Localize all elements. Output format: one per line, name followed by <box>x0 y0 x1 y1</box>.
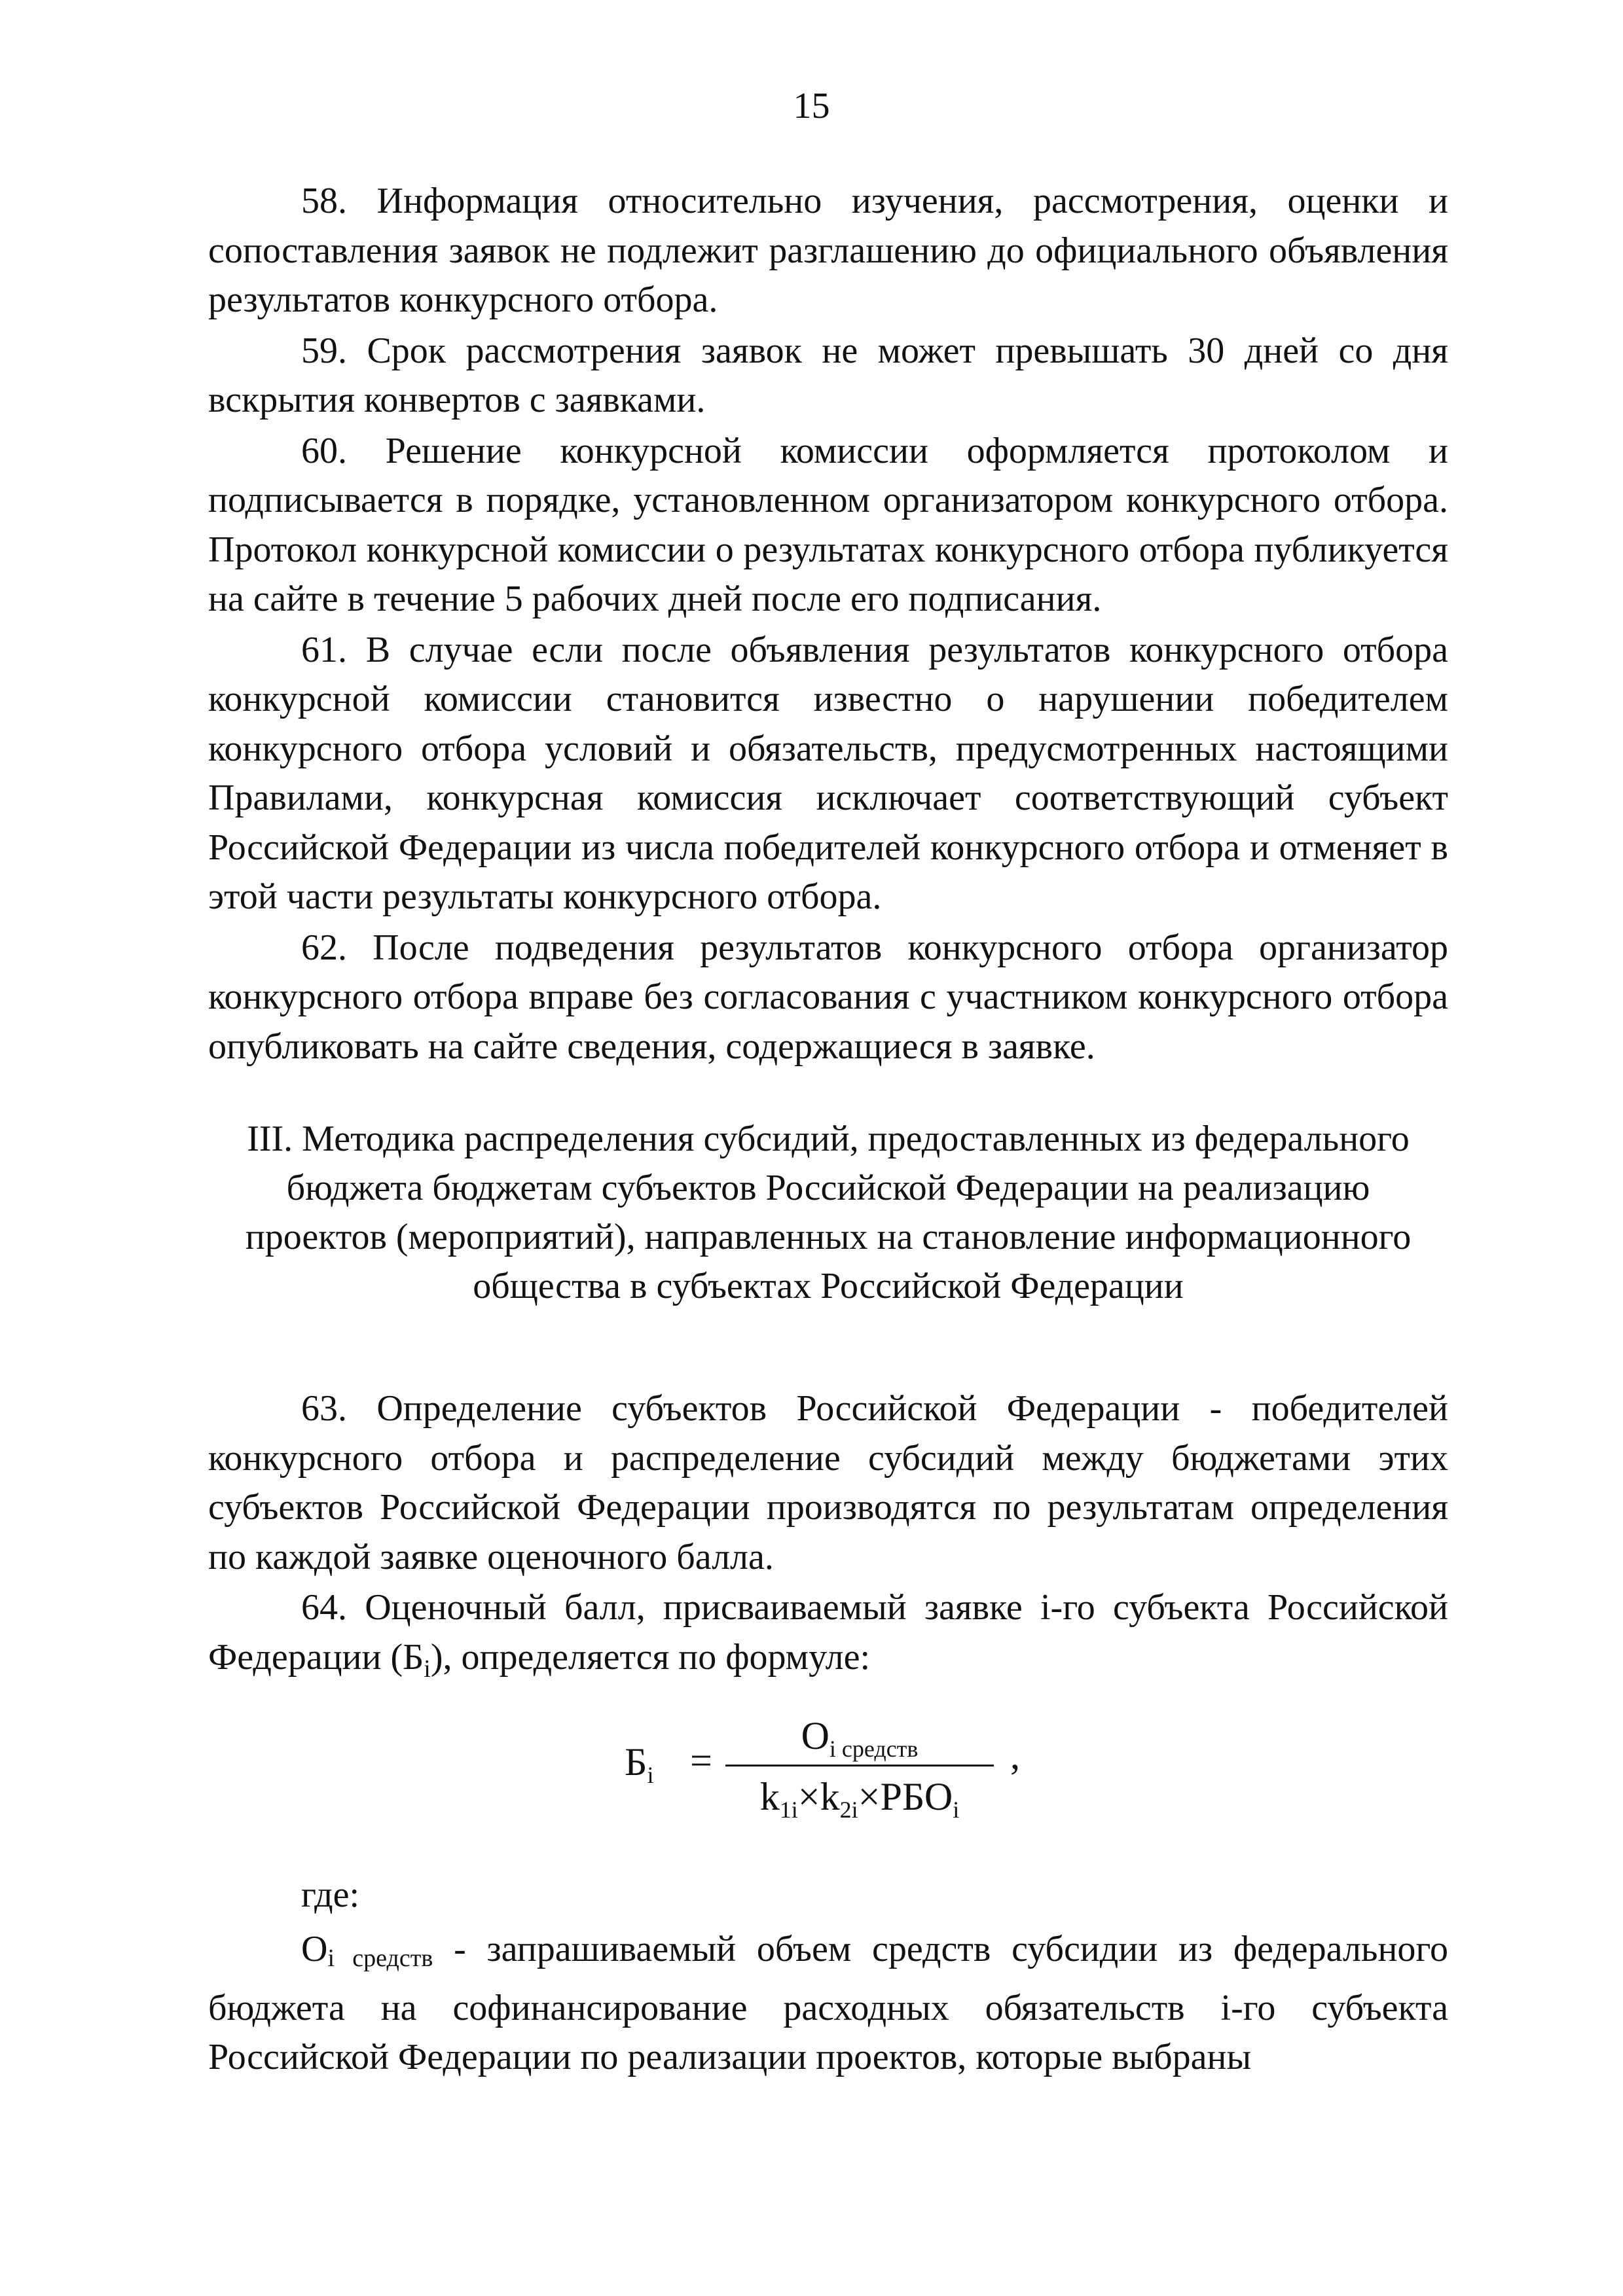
formula-trailing-comma: , <box>1010 1734 1020 1778</box>
paragraph-58: 58. Информация относительно изучения, рассмотрения, оценки и сопоставления заявок не подлежит разглашению до официального объявления результатов конкурсного отбора. <box>208 181 1448 320</box>
definition-term-subscript: i средств <box>327 1945 433 1973</box>
formula-k1: k <box>759 1775 780 1819</box>
formula-times-1: × <box>797 1775 820 1819</box>
paragraph-59: 59. Срок рассмотрения заявок не может превышать 30 дней со дня вскрытия конвертов с заявками. <box>208 330 1448 420</box>
paragraph-64-subscript: i <box>424 1655 431 1683</box>
formula-numerator-symbol: O <box>801 1714 830 1758</box>
formula-times-2: × <box>858 1775 881 1819</box>
paragraph-60: 60. Решение конкурсной комиссии оформляется протоколом и подписывается в порядке, установленном организатором конкурсного отбора. Протокол конкурсной комиссии о результатах конкурсного отбора публикуется на сайте в течение 5 рабочих дней после его подписания. <box>208 430 1448 619</box>
section-heading: III. Методика распределения субсидий, предоставленных из федерального бюджета бюджетам субъектов Российской Федерации на реализацию проектов (мероприятий), направленных на становление информационного общества в субъектах Российской Федерации <box>245 1119 1412 1306</box>
formula-numerator <box>725 1711 994 1765</box>
formula-lhs <box>625 1736 653 1801</box>
score-formula <box>208 1711 1448 1848</box>
paragraph-61: 61. В случае если после объявления результатов конкурсного отбора конкурсной комиссии становится известно о нарушении победителем конкурсного отбора условий и обязательств, предусмотренных настоящими Правилами, конкурсная комиссия исключает соответствующий субъект Российской Федерации из числа победителей конкурсного отбора и отменяет в этой части результаты конкурсного отбора. <box>208 629 1448 917</box>
formula-k2: k <box>820 1775 840 1819</box>
definition-o-sredstv <box>208 1925 1448 2083</box>
paragraph-64-end: ), определяется по формуле: <box>430 1636 870 1677</box>
paragraph-64-text: 64. Оценочный балл, присваиваемый заявке i-го субъекта Российской Федерации (Б <box>208 1587 1448 1677</box>
formula-lhs-symbol: Б <box>625 1740 647 1784</box>
paragraph-62: 62. После подведения результатов конкурсного отбора организатор конкурсного отбора вправе без согласования с участником конкурсного отбора опубликовать на сайте сведения, содержащиеся в заявке. <box>208 927 1448 1067</box>
formula-equals: = <box>690 1739 712 1783</box>
formula-lhs-subscript: i <box>647 1762 654 1789</box>
formula-numerator-subscript: i средств <box>829 1736 919 1763</box>
formula-k1-subscript: 1i <box>779 1797 798 1823</box>
where-label: где: <box>301 1874 360 1916</box>
paragraph-63: 63. Определение субъектов Российской Федерации - победителей конкурсного отбора и распределение субсидий между бюджетами этих субъектов Российской Федерации производятся по результатам определения по каждой заявке оценочного балла. <box>208 1388 1448 1577</box>
formula-fraction <box>725 1711 994 1836</box>
formula-k2-subscript: 2i <box>839 1797 858 1823</box>
formula-rbo-subscript: i <box>953 1797 960 1823</box>
definition-term-symbol: O <box>301 1929 328 1970</box>
page-number: 15 <box>793 86 830 126</box>
paragraph-64 <box>208 1583 1448 1694</box>
formula-rbo: РБО <box>880 1775 953 1819</box>
definition-text: - запрашиваемый объем средств субсидии из федерального бюджета на софинансирование расходных обязательств i-го субъекта Российской Федерации по реализации проектов, которые выбраны <box>208 1929 1449 2078</box>
definition-term <box>301 1929 433 1973</box>
document-body <box>208 177 1448 2084</box>
formula-denominator <box>725 1767 994 1836</box>
